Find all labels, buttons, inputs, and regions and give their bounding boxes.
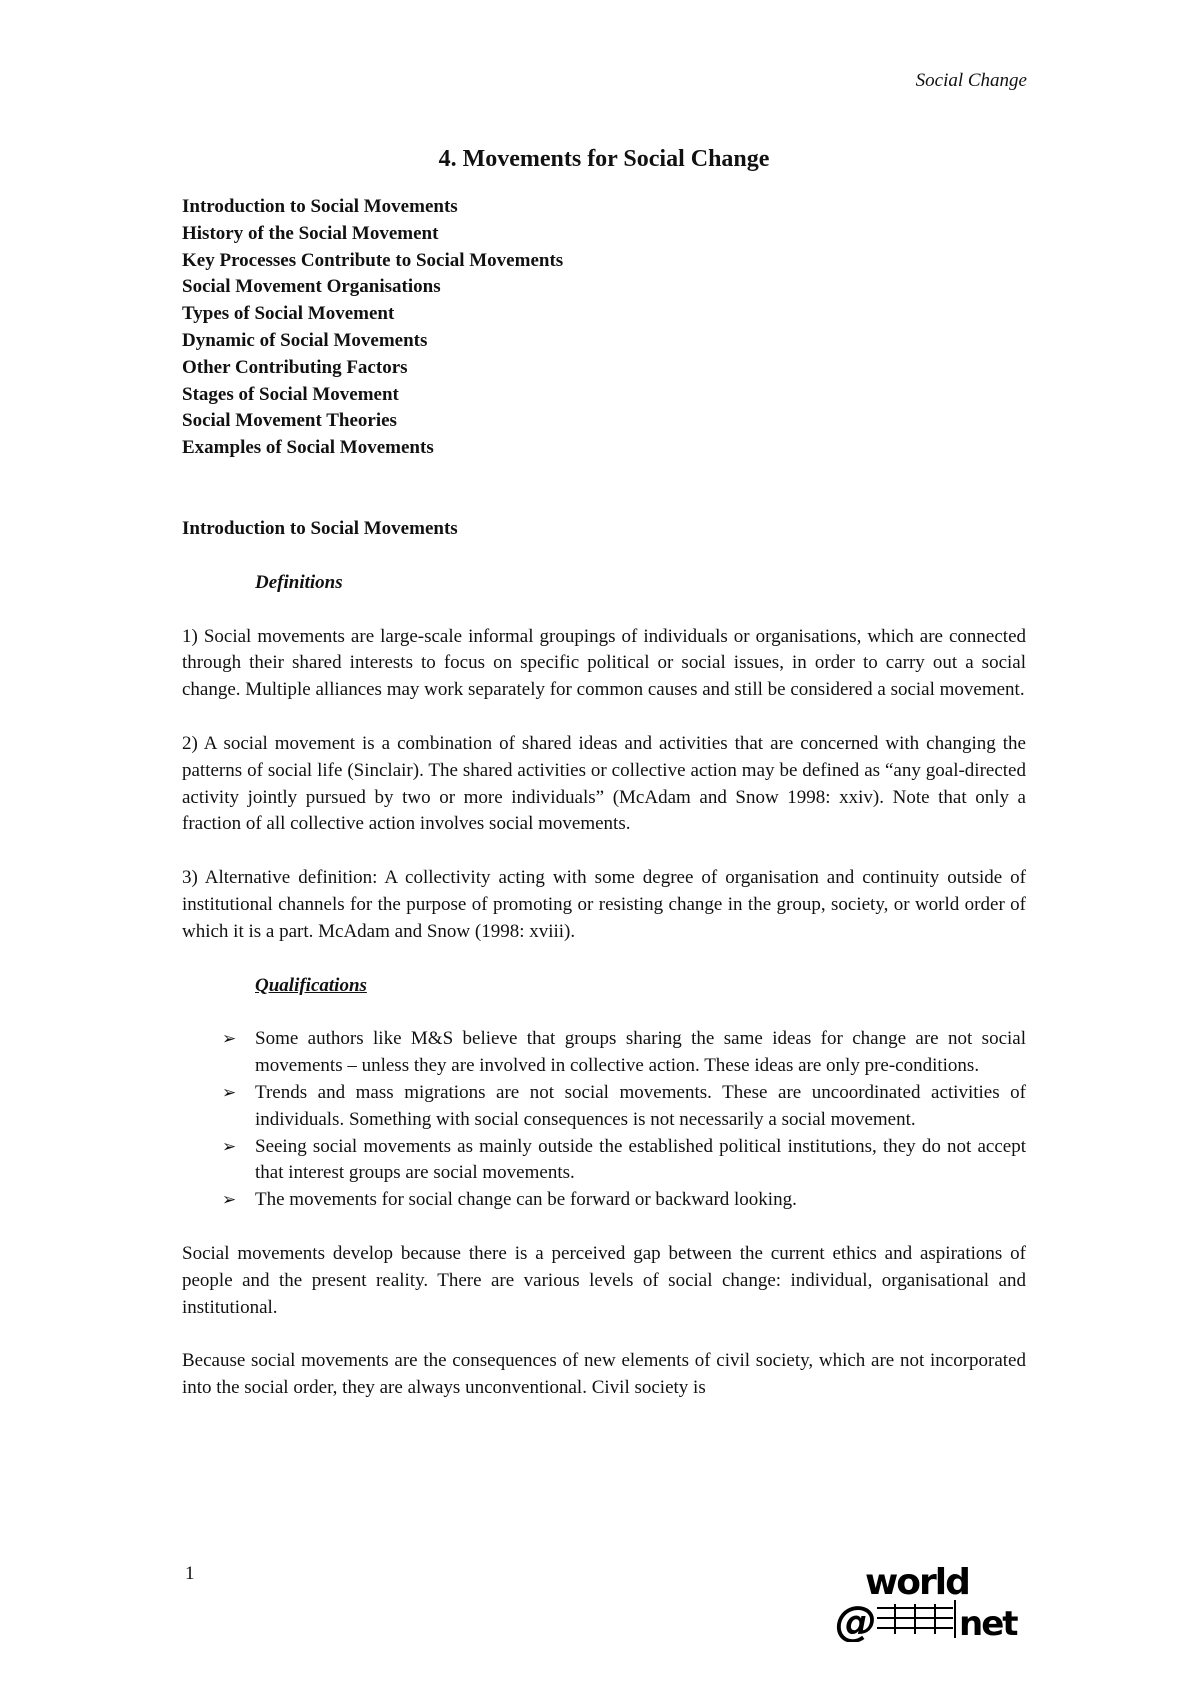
table-of-contents	[182, 194, 1026, 462]
qualifications-list	[182, 1026, 1026, 1214]
section-heading: Introduction to Social Movements	[182, 517, 458, 539]
logo-text-net: net	[959, 1604, 1017, 1642]
arrow-bullet-icon: ➢	[222, 1029, 237, 1049]
toc-item: Types of Social Movement	[182, 303, 395, 325]
logo-wire-lines-icon	[877, 1600, 955, 1638]
list-item	[182, 1187, 1026, 1214]
logo-text-at: @	[835, 1597, 877, 1642]
list-item-text: Seeing social movements as mainly outside the established political institutions, they do not accept that interest groups are social movements.	[255, 1135, 1026, 1184]
toc-item: Social Movement Theories	[182, 410, 397, 432]
body-paragraph: Because social movements are the consequences of new elements of civil society, which are not incorporated into the social order, they are always unconventional. Civil society is	[182, 1350, 1026, 1399]
toc-item: Key Processes Contribute to Social Movements	[182, 249, 564, 271]
arrow-bullet-icon: ➢	[222, 1190, 237, 1210]
list-item	[182, 1134, 1026, 1188]
toc-item: History of the Social Movement	[182, 222, 439, 244]
toc-item: Stages of Social Movement	[182, 383, 399, 405]
arrow-bullet-icon: ➢	[222, 1136, 237, 1156]
definitions-heading: Definitions	[255, 571, 343, 593]
list-item-text: The movements for social change can be forward or backward looking.	[255, 1189, 797, 1211]
list-item-text: Trends and mass migrations are not social movements. These are uncoordinated activities of individuals. Something with social consequences is not necessarily a social movement.	[255, 1081, 1026, 1130]
chapter-title: 4. Movements for Social Change	[438, 146, 770, 172]
toc-item: Dynamic of Social Movements	[182, 329, 428, 351]
definition-paragraph: 2) A social movement is a combination of shared ideas and activities that are concerned with changing the patterns of social life (Sinclair). The shared activities or collective action may be defined as “any goal-directed activity jointly pursued by two or more individuals” (McAdam and Snow 1998: xxiv). Note that only a fraction of all collective action involves social movements.	[182, 732, 1026, 835]
logo-text-world: world	[865, 1562, 969, 1603]
arrow-bullet-icon: ➢	[222, 1082, 237, 1102]
toc-item: Introduction to Social Movements	[182, 196, 458, 217]
running-header: Social Change	[915, 70, 1027, 91]
qualifications-heading: Qualifications	[255, 974, 367, 996]
definition-paragraph: 1) Social movements are large-scale informal groupings of individuals or organisations, which are connected through their shared interests to focus on specific political or social issues, in order to carry out a social change. Multiple alliances may work separately for common causes and still be considered a social movement.	[182, 625, 1026, 701]
page-content	[182, 144, 1026, 1402]
list-item-text: Some authors like M&S believe that groups sharing the same ideas for change are not social movements – unless they are involved in collective action. These ideas are only pre-conditions.	[255, 1028, 1026, 1077]
toc-item: Social Movement Organisations	[182, 276, 441, 298]
toc-item: Examples of Social Movements	[182, 437, 434, 459]
body-paragraph: Social movements develop because there is a perceived gap between the current ethics and aspirations of people and the present reality. There are various levels of social change: individual, organisational and institutional.	[182, 1242, 1026, 1318]
page-number: 1	[185, 1563, 195, 1584]
list-item	[182, 1026, 1026, 1080]
world-net-logo-icon	[835, 1560, 1025, 1642]
toc-item: Other Contributing Factors	[182, 356, 408, 378]
list-item	[182, 1080, 1026, 1134]
definition-paragraph: 3) Alternative definition: A collectivity acting with some degree of organisation and continuity outside of institutional channels for the purpose of promoting or resisting change in the group, society, or world order of which it is a part. McAdam and Snow (1998: xviii).	[182, 867, 1026, 942]
